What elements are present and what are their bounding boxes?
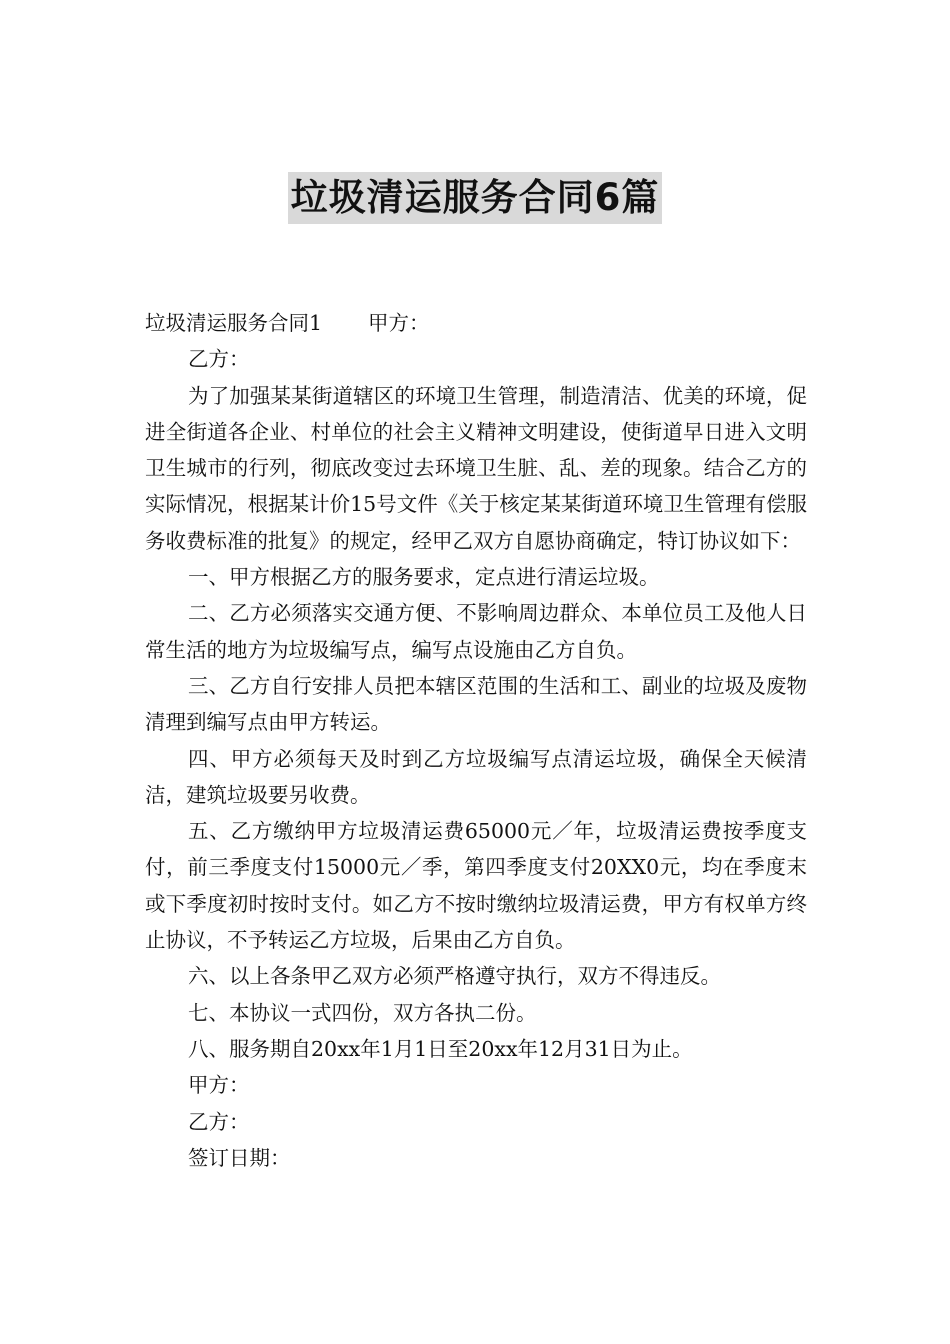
title-container: [0, 172, 950, 224]
party-a-header: 甲方：: [368, 311, 430, 335]
preamble-paragraph: 为了加强某某街道辖区的环境卫生管理，制造清洁、优美的环境，促进全街道各企业、村单位的社会主义精神文明建设，使街道早日进入文明卫生城市的行列，彻底改变过去环境卫生脏、乱、差的现象。结合乙方的实际情况，根据某计价15号文件《关于核定某某街道环境卫生管理有偿服务收费标准的批复》的规定，经甲乙双方自愿协商确定，特订协议如下：: [145, 383, 807, 553]
party-b-line: 乙方：: [188, 347, 250, 372]
heading-line: [145, 305, 807, 341]
clause-3: 三、乙方自行安排人员把本辖区范围的生活和工、副业的垃圾及废物清理到编写点由甲方转运。: [145, 673, 807, 735]
clause-5: 五、乙方缴纳甲方垃圾清运费65000元／年，垃圾清运费按季度支付，前三季度支付15000元／季，第四季度支付20XX0元，均在季度末或下季度初时按时支付。如乙方不按时缴纳垃圾清运费，甲方有权单方终止协议，不予转运乙方垃圾，后果由乙方自负。: [145, 819, 807, 953]
clause-1: 一、甲方根据乙方的服务要求，定点进行清运垃圾。: [188, 565, 660, 590]
contract-heading: 垃圾清运服务合同1: [145, 311, 323, 335]
signing-date: 签订日期：: [188, 1145, 291, 1170]
signature-party-a: 甲方：: [188, 1073, 250, 1098]
clause-6: 六、以上各条甲乙双方必须严格遵守执行，双方不得违反。: [188, 964, 721, 989]
clause-2: 二、乙方必须落实交通方便、不影响周边群众、本单位员工及他人日常生活的地方为垃圾编写点，编写点设施由乙方自负。: [145, 601, 807, 662]
document-body: [145, 305, 807, 1176]
clause-4: 四、甲方必须每天及时到乙方垃圾编写点清运垃圾，确保全天候清洁，建筑垃圾要另收费。: [145, 746, 807, 807]
signature-party-b: 乙方：: [188, 1109, 250, 1134]
clause-8: 八、服务期自20xx年1月1日至20xx年12月31日为止。: [188, 1036, 693, 1061]
document-title: 垃圾清运服务合同6篇: [288, 172, 663, 224]
clause-7: 七、本协议一式四份，双方各执二份。: [188, 1000, 537, 1025]
